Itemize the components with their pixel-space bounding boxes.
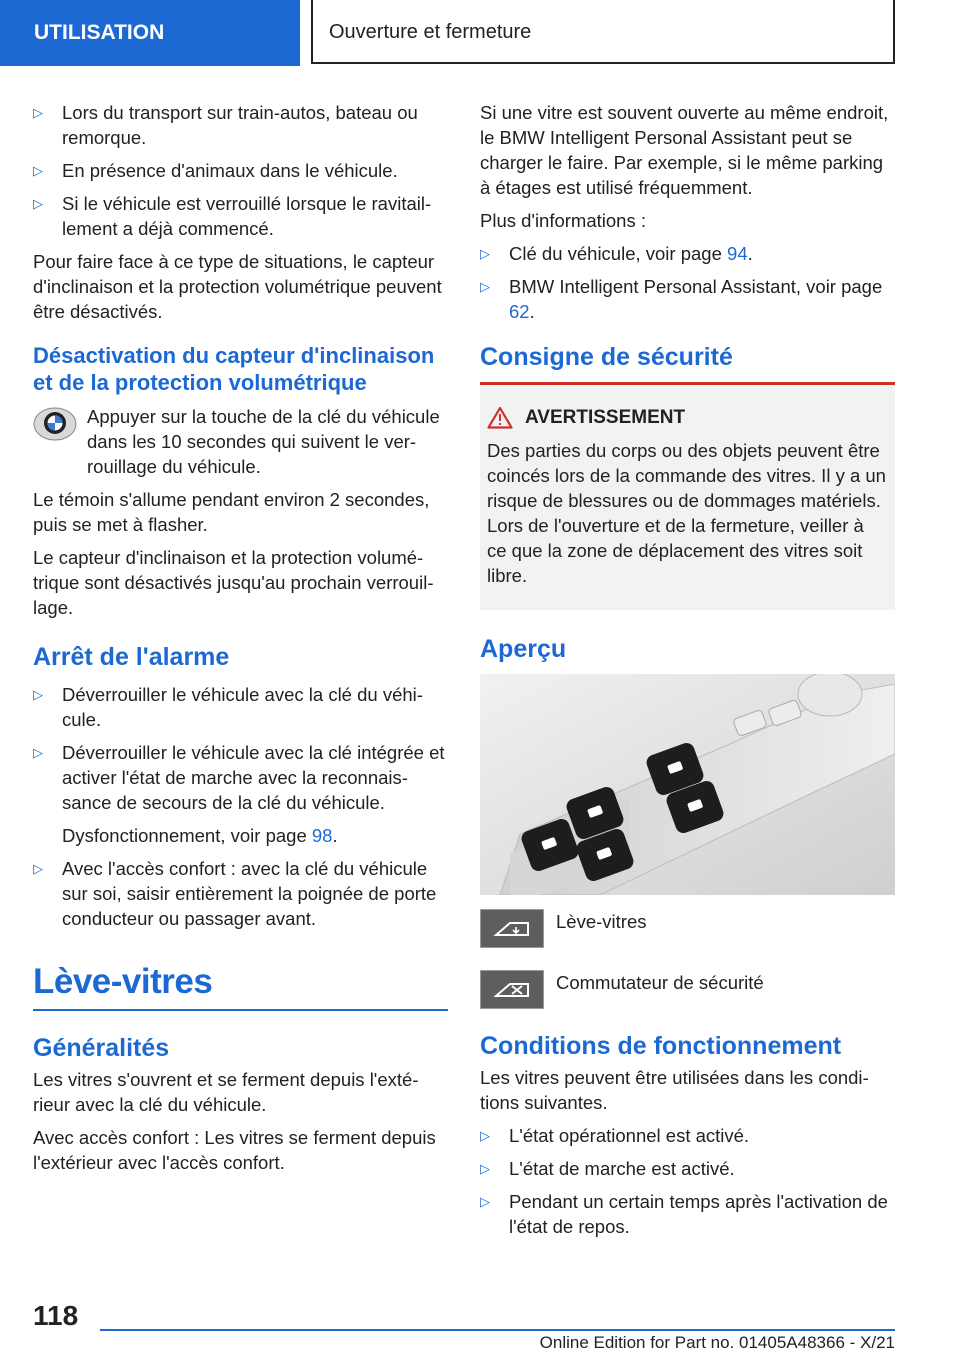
heading-leve-vitres: Lève-vitres: [33, 962, 213, 1001]
heading-apercu: Aperçu: [480, 635, 567, 663]
bullet-list: [480, 241, 895, 324]
bullet-triangle-icon: ▷: [480, 246, 490, 261]
chapter-title: Ouverture et fermeture: [311, 0, 895, 64]
paragraph: Avec accès confort : Les vitres se ferment depuis l'extérieur avec l'accès confort.: [33, 1127, 436, 1173]
bullet-triangle-icon: ▷: [480, 279, 490, 294]
paragraph: Les vitres s'ouvrent et se ferment depuis l'extérieur avec la clé du véhicule.: [33, 1069, 419, 1115]
legend-row: [480, 970, 895, 1009]
legend-label: Commutateur de sécurité: [556, 972, 764, 993]
key-button-paragraph: [33, 404, 448, 479]
warning-triangle-icon: [487, 406, 513, 429]
paragraph: Le capteur d'inclinaison et la protection volumétrique sont désactivés jusqu'au prochain verrouillage.: [33, 547, 434, 618]
bullet-triangle-icon: ▷: [33, 861, 43, 876]
paragraph: Les vitres peuvent être utilisées dans les conditions suivantes.: [480, 1067, 869, 1113]
paragraph: Appuyer sur la touche de la clé du véhicule dans les 10 secondes qui suivent le verrouillage du véhicule.: [87, 406, 440, 477]
page-link[interactable]: 94: [727, 243, 748, 264]
warning-text: Des parties du corps ou des objets peuvent être coincés lors de la commande des vitres. Il y a un risque de blessures ou de dommages matériels. Lors de l'ouverture et de la fermeture, veiller à ce que la zone de déplacement des vitres soit libre.: [487, 440, 886, 586]
legend-row: [480, 909, 895, 948]
list-item: ▷ En présence d'animaux dans le véhicule.: [33, 160, 398, 181]
list-item: ▷ BMW Intelligent Personal Assistant, voir page 62.: [480, 276, 883, 322]
bullet-triangle-icon: ▷: [480, 1194, 490, 1209]
list-item: ▷ Avec l'accès confort : avec la clé du véhicule sur soi, saisir entièrement la poignée de porte conducteur ou passager avant.: [33, 858, 437, 929]
heading-rule: [33, 1009, 448, 1011]
list-item: ▷ Clé du véhicule, voir page 94.: [480, 243, 753, 264]
paragraph: Plus d'informations :: [480, 210, 646, 231]
right-column: [480, 100, 895, 1247]
list-item: ▷ Lors du transport sur train-autos, bateau ou remorque.: [33, 102, 418, 148]
left-column: [33, 100, 448, 1183]
window-lifter-icon: [480, 909, 544, 948]
list-item: ▷ Pendant un certain temps après l'activation de l'état de repos.: [480, 1191, 888, 1237]
window-switch-photo: [480, 674, 895, 895]
list-item: ▷ L'état de marche est activé.: [480, 1158, 735, 1179]
bmw-key-icon: [33, 404, 77, 442]
page-link[interactable]: 62: [509, 301, 530, 322]
bullet-triangle-icon: ▷: [33, 687, 43, 702]
bullet-triangle-icon: ▷: [33, 196, 43, 211]
page-number: 118: [33, 1300, 79, 1331]
paragraph: Le témoin s'allume pendant environ 2 secondes, puis se met à flasher.: [33, 489, 430, 535]
safety-switch-icon: [480, 970, 544, 1009]
cross-reference: Dysfonctionnement, voir page 98.: [62, 825, 338, 846]
bullet-list: [480, 1123, 895, 1239]
page-link[interactable]: 98: [311, 825, 333, 846]
heading-arret-alarme: Arrêt de l'alarme: [33, 643, 230, 671]
page-header: [0, 0, 960, 66]
bullet-triangle-icon: ▷: [33, 105, 43, 120]
paragraph: Pour faire face à ce type de situations, le capteur d'inclinaison et la protection volumétrique peuvent être désactivés.: [33, 251, 442, 322]
list-item: ▷ Déverrouiller le véhicule avec la clé du véhicule.: [33, 684, 423, 730]
list-item: ▷ Déverrouiller le véhicule avec la clé intégrée et activer l'état de marche avec la reconnaissance de secours de la clé du véhicule. Dysfonctionnement, voir page 98.: [33, 740, 448, 848]
bullet-triangle-icon: ▷: [33, 745, 43, 760]
legend-label: Lève-vitres: [556, 911, 647, 932]
bullet-triangle-icon: ▷: [33, 163, 43, 178]
window-switch-illustration: [480, 674, 895, 895]
footer-edition: Online Edition for Part no. 01405A48366 - X/21: [539, 1333, 895, 1352]
bullet-list: [33, 682, 448, 931]
bullet-triangle-icon: ▷: [480, 1128, 490, 1143]
list-item: ▷ L'état opérationnel est activé.: [480, 1125, 750, 1146]
heading-generalites: Généralités: [33, 1034, 170, 1062]
section-tab: UTILISATION: [0, 0, 300, 66]
heading-consigne: Consigne de sécurité: [480, 343, 733, 371]
list-item: ▷ Si le véhicule est verrouillé lorsque le ravitaillement a déjà commencé.: [33, 193, 432, 239]
paragraph: Si une vitre est souvent ouverte au même endroit, le BMW Intelligent Personal Assistant peut se charger le faire. Par exemple, si le même parking à étages est utilisé fréquemment.: [480, 102, 889, 198]
warning-title: AVERTISSEMENT: [487, 405, 887, 430]
bullet-list: [33, 100, 448, 241]
bullet-triangle-icon: ▷: [480, 1161, 490, 1176]
heading-conditions: Conditions de fonctionnement: [480, 1032, 842, 1060]
heading-desactivation: Désactivation du capteur d'inclinaison et de la protection volumétrique: [33, 343, 435, 395]
warning-box: [480, 382, 895, 610]
